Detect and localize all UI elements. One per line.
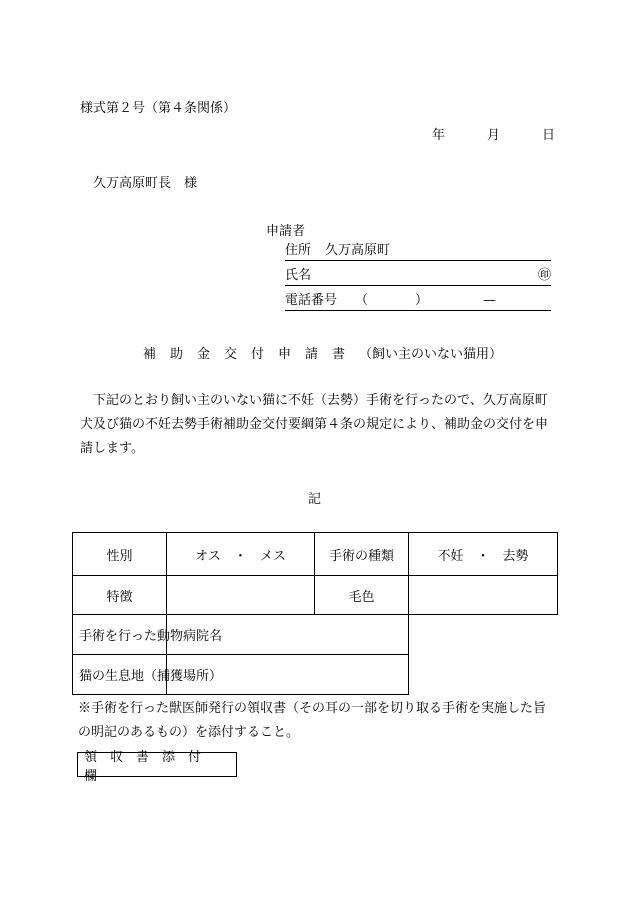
applicant-label: 申請者 <box>266 224 306 239</box>
name-label: 氏名 <box>285 268 312 283</box>
sex-options[interactable]: オス ・ メス <box>167 533 315 576</box>
ki-heading: 記 <box>308 492 322 507</box>
phone-label: 電話番号 <box>285 293 338 308</box>
date-month: 月 <box>487 128 501 143</box>
address-value: 久万高原町 <box>325 243 391 258</box>
phone-open-paren: （ <box>355 293 369 308</box>
body-text: 下記のとおり飼い主のいない猫に不妊（去勢）手術を行ったので、久万高原町犬及び猫の不妊去勢手術補助金交付要綱第４条の規定により、補助金の交付を申請します。 <box>80 393 549 456</box>
phone-close-paren: ） <box>415 293 429 308</box>
date-year: 年 <box>432 128 446 143</box>
phone-dash: — <box>483 293 496 308</box>
date-line <box>432 124 555 143</box>
habitat-label: 猫の生息地（捕獲場所） <box>73 655 167 695</box>
attachment-note: ※手術を行った獣医師発行の領収書（その耳の一部を切り取る手術を実施した旨の明記のあるもの）を添付すること。 <box>78 701 547 740</box>
features-field[interactable] <box>167 576 315 615</box>
coat-color-label: 毛色 <box>315 576 409 615</box>
form-number: 様式第２号（第４条関係） <box>80 101 237 116</box>
phone-line <box>285 290 551 311</box>
title-sub: （飼い主のいない猫用） <box>359 347 503 362</box>
name-line <box>285 265 551 286</box>
title-main: 補助金交付申請書 <box>143 347 360 362</box>
address-label: 住所 <box>285 243 312 258</box>
document-title <box>143 343 502 362</box>
receipt-attachment-box: 領収書添付欄 <box>77 752 237 777</box>
address-line <box>285 240 551 261</box>
addressee: 久万高原町長 様 <box>93 176 198 191</box>
seal-mark: ㊞ <box>537 268 551 283</box>
date-day: 日 <box>542 128 556 143</box>
surgery-type-label: 手術の種類 <box>315 533 409 576</box>
surgery-type-options[interactable]: 不妊 ・ 去勢 <box>409 533 558 576</box>
features-label: 特徴 <box>73 576 167 615</box>
application-table <box>72 532 558 695</box>
coat-color-field[interactable] <box>409 576 558 615</box>
sex-label: 性別 <box>73 533 167 576</box>
hospital-label: 手術を行った動物病院名 <box>73 615 167 655</box>
